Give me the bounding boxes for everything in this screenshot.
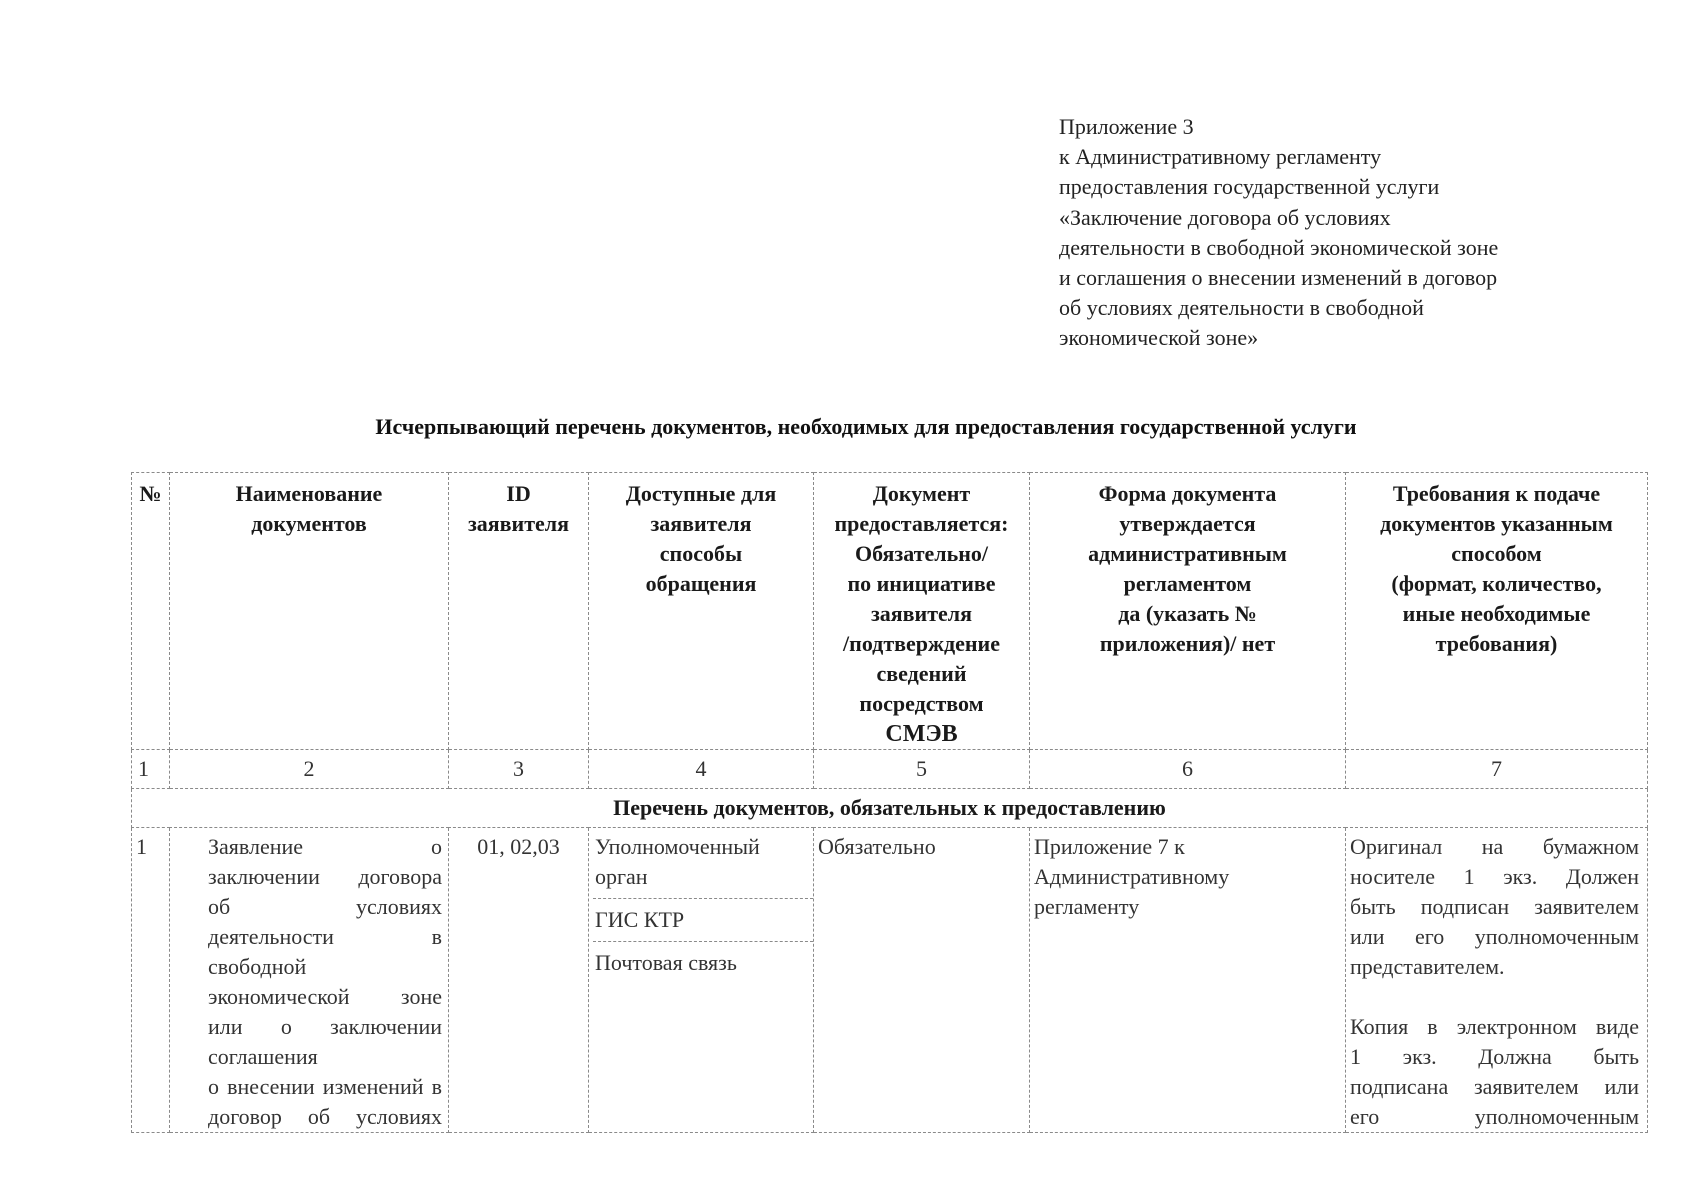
header-text: /подтверждение xyxy=(843,631,1000,656)
column-number: 4 xyxy=(589,750,814,789)
column-number: 3 xyxy=(449,750,589,789)
header-row xyxy=(132,473,1648,750)
header-text: регламентом xyxy=(1123,571,1252,596)
document-title: Исчерпывающий перечень документов, необходимых для предоставления государственной услуги xyxy=(375,414,1357,439)
header-text: заявителя xyxy=(870,601,973,626)
document-name-line: об условиях xyxy=(208,894,442,919)
requirements-line: быть подписан заявителем xyxy=(1350,894,1639,919)
appendix-line: экономической зоне» xyxy=(1059,325,1259,351)
header-text: № xyxy=(139,481,162,506)
section-title: Перечень документов, обязательных к предоставлению xyxy=(132,789,1648,828)
requirements-spacer xyxy=(1350,982,1639,1012)
document-name-line: договор об условиях xyxy=(208,1104,442,1129)
header-text: Наименование xyxy=(235,481,383,506)
submission-ways-cell xyxy=(589,828,814,1133)
header-text: Форма документа xyxy=(1098,481,1277,506)
appendix-block xyxy=(1059,112,1619,354)
document-name-line: свободной xyxy=(208,954,307,979)
requirements-line: Оригинал на бумажном xyxy=(1350,834,1639,859)
requirements-line: 1 экз. Должна быть xyxy=(1350,1044,1639,1069)
appendix-line: деятельности в свободной экономической зоне xyxy=(1059,234,1499,260)
document-form-cell xyxy=(1030,828,1346,1133)
header-text: Обязательно/ xyxy=(854,541,989,566)
requirements-line: представителем. xyxy=(1350,954,1505,979)
header-text: иные необходимые xyxy=(1402,601,1591,626)
header-text: способом xyxy=(1451,541,1542,566)
appendix-line: и соглашения о внесении изменений в договор xyxy=(1059,265,1498,291)
header-requirements xyxy=(1346,473,1648,750)
section-row xyxy=(132,789,1648,828)
document-name-line: деятельности в xyxy=(208,924,442,949)
header-number xyxy=(132,473,170,750)
column-numbers-row xyxy=(132,750,1648,789)
document-form-line: Административному xyxy=(1034,864,1230,889)
header-text: предоставляется: xyxy=(834,511,1009,536)
header-text: Требования к подаче xyxy=(1392,481,1601,506)
header-text: (формат, количество, xyxy=(1391,571,1602,596)
header-text: требования) xyxy=(1435,631,1558,656)
header-text: приложения)/ нет xyxy=(1099,631,1276,656)
header-text: утверждается xyxy=(1119,511,1256,536)
column-number: 2 xyxy=(170,750,449,789)
header-document-form xyxy=(1030,473,1346,750)
header-text: по инициативе xyxy=(847,571,996,596)
header-provision-mode xyxy=(814,473,1030,750)
table-row xyxy=(132,828,1648,1133)
appendix-line: Приложение 3 xyxy=(1059,114,1194,139)
column-number: 7 xyxy=(1346,750,1648,789)
document-name-line: заключении договора xyxy=(208,864,442,889)
header-text: сведений xyxy=(876,661,967,686)
header-text: заявителя xyxy=(650,511,752,536)
header-submission-ways xyxy=(589,473,814,750)
appendix-line: «Заключение договора об условиях xyxy=(1059,204,1391,230)
document-name-line: или о заключении xyxy=(208,1014,442,1039)
header-text: ID xyxy=(506,481,531,506)
document-name-line: Заявление о xyxy=(208,834,442,859)
requirements-line: Копия в электронном виде xyxy=(1350,1014,1639,1039)
column-number: 5 xyxy=(814,750,1030,789)
row-number: 1 xyxy=(132,828,170,1133)
header-text: документов указанным xyxy=(1380,511,1613,536)
header-text: документов xyxy=(251,511,367,536)
submission-way: ГИС КТР xyxy=(593,898,813,935)
applicant-id: 01, 02,03 xyxy=(449,828,589,1133)
requirements-line: носителе 1 экз. Должен xyxy=(1350,864,1639,889)
submission-way: Почтовая связь xyxy=(593,941,813,978)
header-text: заявителя xyxy=(467,511,570,536)
header-text: Доступные для xyxy=(625,481,777,506)
header-document-name xyxy=(170,473,449,750)
document-name-cell xyxy=(170,828,449,1133)
column-number: 6 xyxy=(1030,750,1346,789)
document-name-line: соглашения xyxy=(208,1044,318,1069)
document-form-line: Приложение 7 к xyxy=(1034,834,1185,859)
requirements-line: подписана заявителем или xyxy=(1350,1074,1639,1099)
header-text: СМЭВ xyxy=(885,721,958,747)
header-applicant-id xyxy=(449,473,589,750)
column-number: 1 xyxy=(132,750,170,789)
document-form-line: регламенту xyxy=(1034,894,1140,919)
header-text: административным xyxy=(1088,541,1287,566)
provision-mode: Обязательно xyxy=(814,828,1030,1133)
submission-way: Уполномоченный орган xyxy=(595,834,760,889)
requirements-line: его уполномоченным xyxy=(1350,1104,1639,1129)
header-text: посредством xyxy=(859,691,984,716)
requirements-line: или его уполномоченным xyxy=(1350,924,1639,949)
header-text: Документ xyxy=(872,481,971,506)
document-name-line: экономической зоне xyxy=(208,984,442,1009)
requirements-cell xyxy=(1346,828,1648,1133)
header-text: обращения xyxy=(645,571,757,596)
documents-table xyxy=(131,472,1648,1133)
header-text: способы xyxy=(659,541,743,566)
appendix-line: предоставления государственной услуги xyxy=(1059,174,1440,200)
header-text: да (указать № xyxy=(1118,601,1257,626)
appendix-line: об условиях деятельности в свободной xyxy=(1059,295,1424,321)
document-name-line: о внесении изменений в xyxy=(208,1074,442,1099)
appendix-line: к Административному регламенту xyxy=(1059,144,1382,170)
